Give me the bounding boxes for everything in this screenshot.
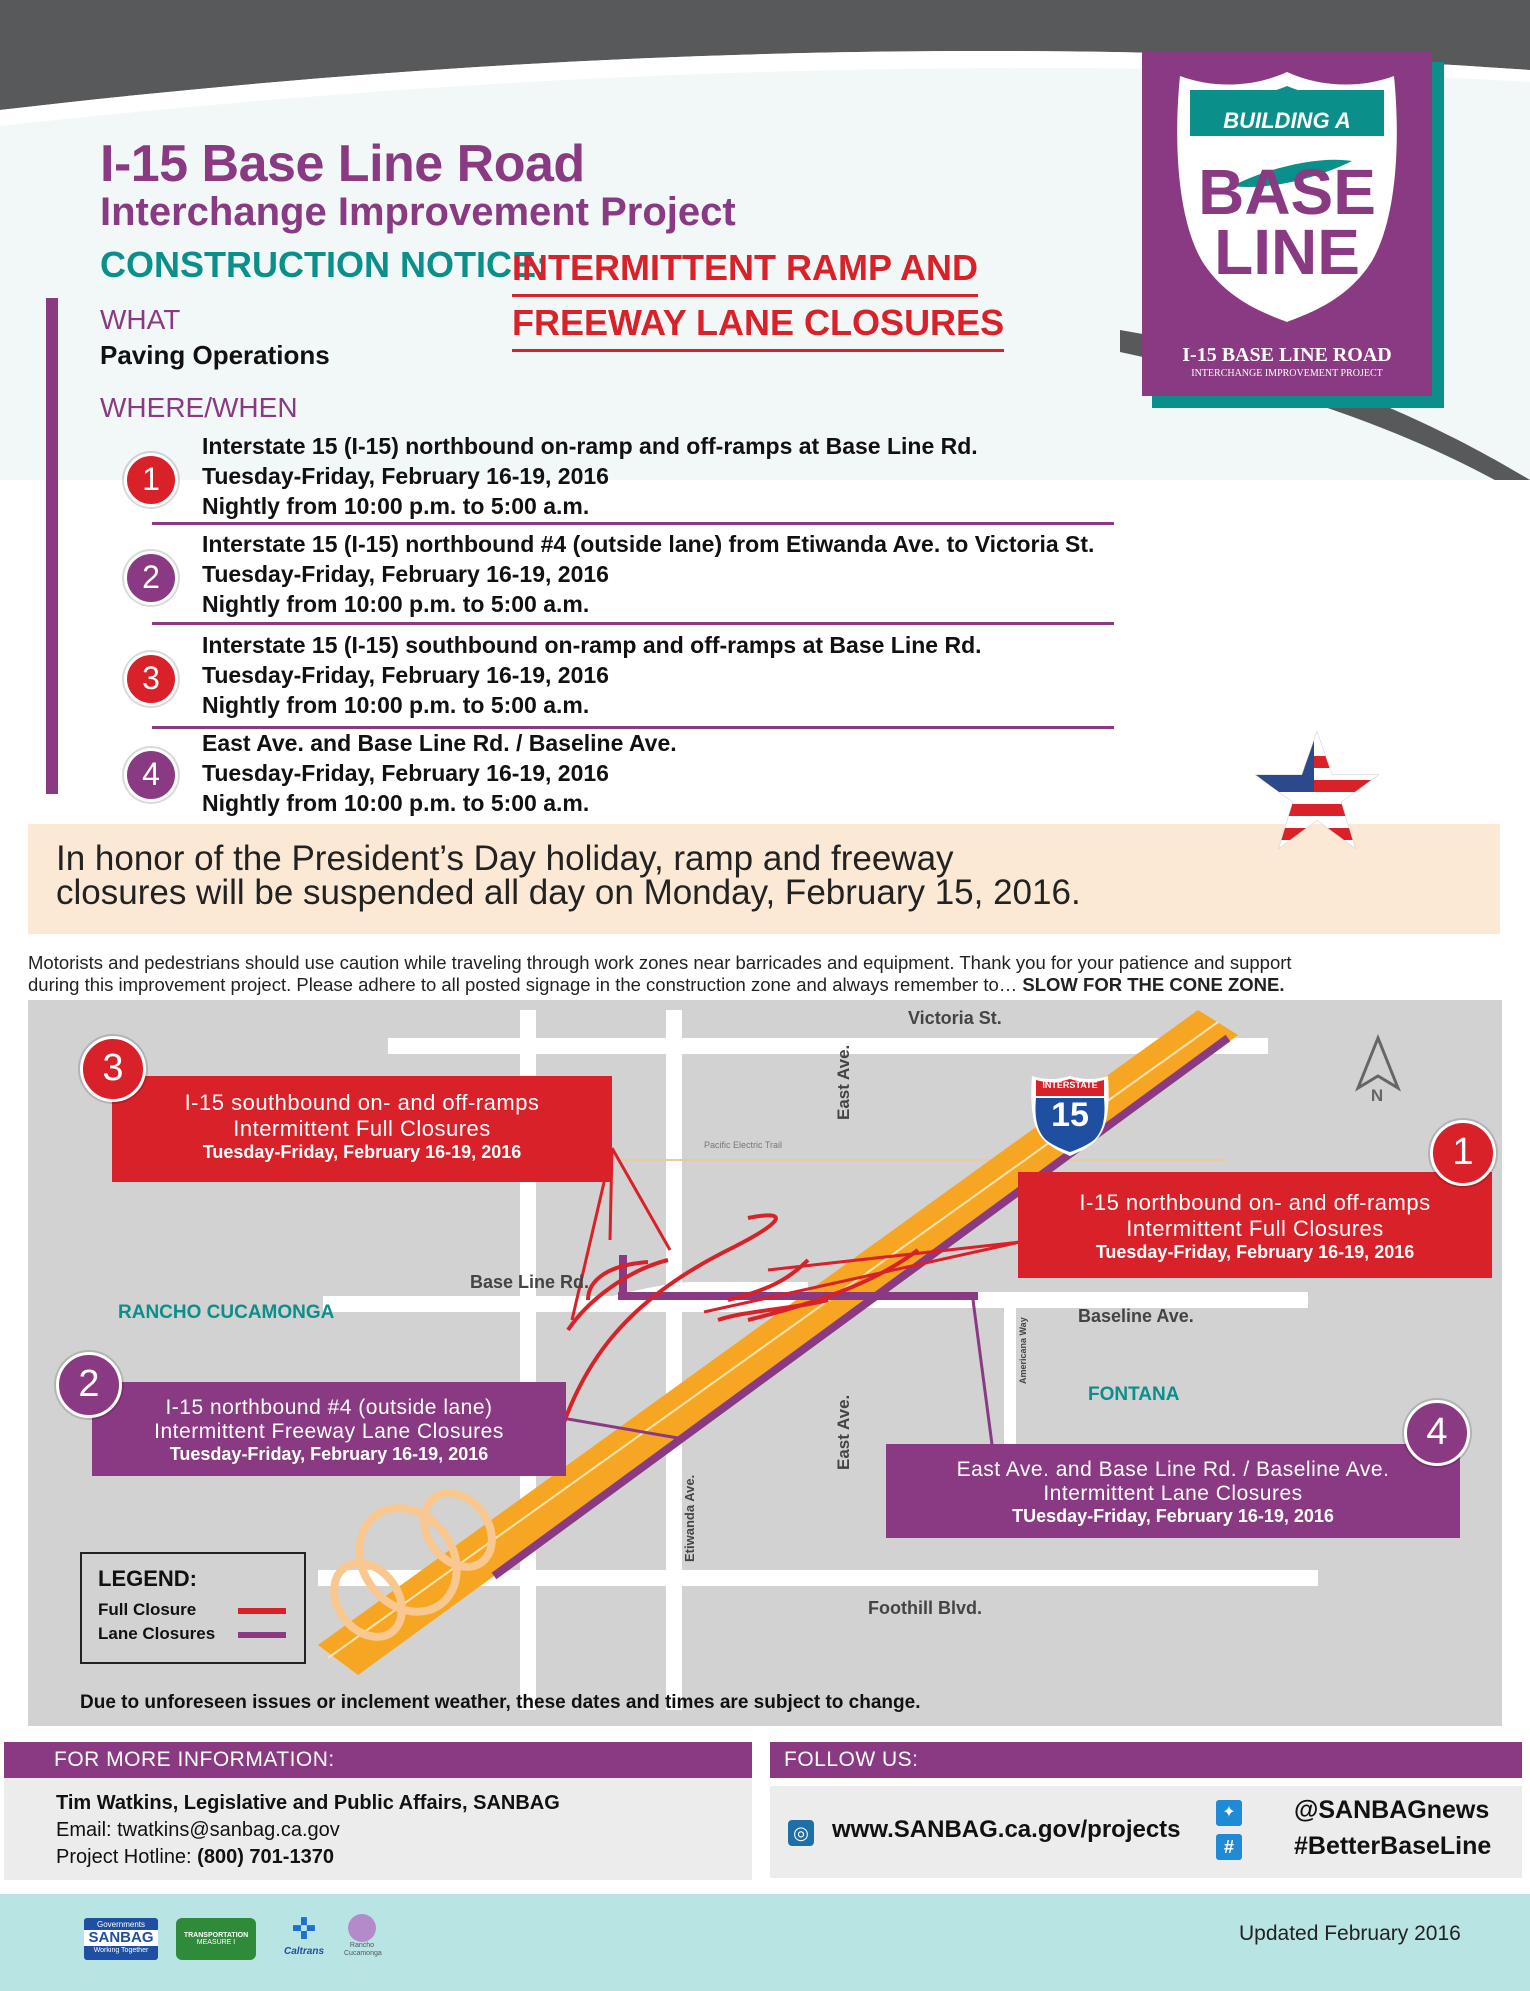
item-times: Nightly from 10:00 p.m. to 5:00 a.m. (202, 591, 590, 617)
callout-2-dates: Tuesday-Friday, February 16-19, 2016 (169, 1444, 489, 1464)
measure-i-logo (176, 1918, 256, 1960)
legend-full-swatch (238, 1608, 286, 1614)
callout-3-dates: Tuesday-Friday, February 16-19, 2016 (202, 1142, 522, 1162)
logo-banner: BUILDING A BETTER (1223, 108, 1351, 159)
callout-2-title: I-15 northbound #4 (outside lane) (165, 1396, 493, 1419)
section-bar (46, 298, 58, 794)
city-logo-line2: Cucamonga (344, 1950, 382, 1957)
label-base-line: Base Line Rd. (470, 1272, 590, 1292)
logo-caption: I-15 BASE LINE ROAD (1182, 344, 1392, 366)
sanbag-main: SANBAG (84, 1930, 158, 1946)
leader-4 (973, 1300, 993, 1452)
caution-line-2-text: during this improvement project. Please adhere to all posted signage in the construction zone and always remember to… (28, 974, 1018, 995)
item-dates: Tuesday-Friday, February 16-19, 2016 (202, 760, 609, 786)
label-foothill: Foothill Blvd. (868, 1598, 982, 1618)
label-americana: Americana Way (1018, 1317, 1028, 1384)
logo-word-base: BASE (1198, 156, 1376, 228)
shield-number: 15 (1051, 1096, 1089, 1134)
notice-label: CONSTRUCTION NOTICE: (100, 244, 548, 285)
callout-1-title: I-15 northbound on- and off-ramps (1079, 1190, 1431, 1215)
logo-word-line: LINE (1214, 216, 1360, 288)
more-info-panel (4, 1742, 752, 1880)
closure-map (28, 1000, 1502, 1726)
contact-email (56, 1817, 752, 1844)
page-title: I-15 Base Line Road (100, 135, 585, 193)
label-fontana: FONTANA (1088, 1384, 1180, 1405)
callout-3 (112, 1076, 612, 1182)
flag-star-icon (1252, 730, 1382, 854)
callout-1-type: Intermittent Full Closures (1126, 1216, 1384, 1241)
caution-line-2 (28, 974, 1508, 996)
callout-1 (1018, 1172, 1492, 1278)
twitter-icon: ✦ (1216, 1800, 1242, 1826)
item-times: Nightly from 10:00 p.m. to 5:00 a.m. (202, 692, 590, 718)
item-number-2: 2 (124, 551, 178, 605)
sanbag-sub: Working Together (93, 1947, 149, 1954)
caution-text (28, 952, 1508, 996)
page-subtitle: Interchange Improvement Project (100, 190, 736, 234)
measure-i-line1: TRANSPORTATION (183, 1932, 249, 1939)
city-logo (344, 1914, 380, 1966)
caltrans-mark-icon: ✜ (291, 1913, 317, 1946)
callout-number-4: 4 (1404, 1400, 1470, 1466)
label-etiwanda: Etiwanda Ave. (682, 1474, 697, 1562)
sanbag-logo (84, 1918, 158, 1960)
legend-title: LEGEND: (98, 1566, 197, 1591)
where-when-heading: WHERE/WHEN (100, 392, 298, 423)
item-number-4: 4 (124, 748, 178, 802)
notice-line-2: FREEWAY LANE CLOSURES (512, 299, 1004, 352)
callout-4 (886, 1444, 1460, 1538)
sanbag-top: Governments (96, 1920, 146, 1929)
callout-4-title: East Ave. and Base Line Rd. / Baseline Ave. (956, 1458, 1390, 1481)
legend-full-label: Full Closure (98, 1600, 197, 1619)
item-dates: Tuesday-Friday, February 16-19, 2016 (202, 463, 609, 489)
hotline-number[interactable]: (800) 701-1370 (197, 1846, 334, 1868)
map-disclaimer: Due to unforeseen issues or inclement weather, these dates and times are subject to change. (80, 1692, 921, 1713)
list-item (202, 728, 677, 818)
item-location: East Ave. and Base Line Rd. / Baseline Ave. (202, 730, 677, 756)
base-line-road (323, 1296, 613, 1312)
hashtag-icon: # (1216, 1834, 1242, 1860)
callout-4-dates: TUesday-Friday, February 16-19, 2016 (1012, 1506, 1334, 1526)
callout-number-2: 2 (56, 1352, 122, 1418)
item-divider (152, 522, 1114, 525)
follow-us-panel (770, 1742, 1522, 1880)
north-arrow-icon (1358, 1038, 1398, 1088)
label-rancho: RANCHO CUCAMONGA (118, 1302, 335, 1323)
project-logo (1142, 52, 1444, 408)
website-link[interactable]: www.SANBAG.ca.gov/projects (832, 1816, 1181, 1843)
more-info-heading: FOR MORE INFORMATION: (4, 1742, 752, 1778)
city-seal-icon (348, 1914, 376, 1942)
follow-box (770, 1786, 1522, 1878)
north-label: N (1370, 1086, 1384, 1105)
hotline-label: Project Hotline: (56, 1846, 198, 1868)
label-victoria: Victoria St. (908, 1008, 1002, 1028)
bottom-band (0, 1894, 1530, 1991)
item-location: Interstate 15 (I-15) northbound #4 (outside lane) from Etiwanda Ave. to Victoria St. (202, 531, 1095, 557)
hashtag-text[interactable]: #BetterBaseLine (1294, 1832, 1492, 1860)
item-dates: Tuesday-Friday, February 16-19, 2016 (202, 561, 609, 587)
callout-3-type: Intermittent Full Closures (233, 1116, 491, 1141)
email-label: Email: (56, 1819, 118, 1841)
follow-heading: FOLLOW US: (770, 1742, 1522, 1778)
item-number-3: 3 (124, 652, 178, 706)
city-logo-line1: Rancho (349, 1942, 375, 1949)
item-location: Interstate 15 (I-15) southbound on-ramp and off-ramps at Base Line Rd. (202, 632, 982, 658)
item-times: Nightly from 10:00 p.m. to 5:00 a.m. (202, 493, 590, 519)
caution-line-1: Motorists and pedestrians should use caution while traveling through work zones near barricades and equipment. Thank you for your patience and support (28, 952, 1292, 973)
legend-lane-swatch (238, 1632, 286, 1638)
notice-headline (512, 244, 1004, 354)
list-item (202, 630, 982, 720)
caltrans-logo (274, 1914, 334, 1964)
item-number-1: 1 (124, 453, 178, 507)
twitter-handle[interactable]: @SANBAGnews (1294, 1796, 1490, 1824)
holiday-line-1: In honor of the President’s Day holiday, ramp and freeway (56, 839, 954, 878)
callout-1-dates: Tuesday-Friday, February 16-19, 2016 (1095, 1242, 1415, 1262)
leader-3c (612, 1148, 670, 1250)
map-legend (80, 1552, 306, 1664)
shield-top: INTERSTATE (1042, 1080, 1098, 1090)
notice-line-1: INTERMITTENT RAMP AND (512, 244, 978, 297)
full-closure-ramps (558, 1215, 918, 1440)
contact-name: Tim Watkins, Legislative and Public Affairs, SANBAG (56, 1792, 560, 1814)
callout-2 (92, 1382, 566, 1476)
callout-3-title: I-15 southbound on- and off-ramps (184, 1090, 540, 1115)
measure-i-line2: MEASURE I (196, 1939, 236, 1946)
label-east-ave-top: East Ave. (834, 1044, 853, 1120)
list-item (202, 431, 978, 521)
list-item (202, 529, 1094, 619)
callout-number-1: 1 (1430, 1120, 1496, 1186)
callout-4-type: Intermittent Lane Closures (1043, 1482, 1303, 1505)
logo-caption-sub: INTERCHANGE IMPROVEMENT PROJECT (1191, 368, 1383, 379)
callout-2-type: Intermittent Freeway Lane Closures (154, 1420, 504, 1443)
label-east-ave-bottom: East Ave. (834, 1394, 853, 1470)
contact-box (4, 1778, 752, 1880)
legend-lane-label: Lane Closures (98, 1624, 216, 1643)
holiday-line-2: closures will be suspended all day on Monday, February 15, 2016. (56, 873, 1081, 912)
item-dates: Tuesday-Friday, February 16-19, 2016 (202, 662, 609, 688)
updated-date: Updated February 2016 (1239, 1922, 1461, 1945)
contact-hotline (56, 1844, 752, 1871)
item-times: Nightly from 10:00 p.m. to 5:00 a.m. (202, 790, 590, 816)
caltrans-text: Caltrans (283, 1946, 324, 1957)
east-avenue (666, 1010, 682, 1710)
item-location: Interstate 15 (I-15) northbound on-ramp and off-ramps at Base Line Rd. (202, 433, 978, 459)
callout-number-3: 3 (80, 1036, 146, 1102)
holiday-message (56, 839, 1081, 912)
label-baseline-ave: Baseline Ave. (1078, 1306, 1194, 1326)
globe-icon: ◎ (788, 1820, 814, 1846)
email-link[interactable]: twatkins@sanbag.ca.gov (117, 1819, 340, 1841)
item-divider (152, 622, 1114, 625)
what-body: Paving Operations (100, 340, 330, 370)
cone-zone-emphasis: SLOW FOR THE CONE ZONE. (1022, 974, 1285, 995)
label-trail: Pacific Electric Trail (704, 1140, 783, 1150)
what-heading: WHAT (100, 304, 181, 335)
